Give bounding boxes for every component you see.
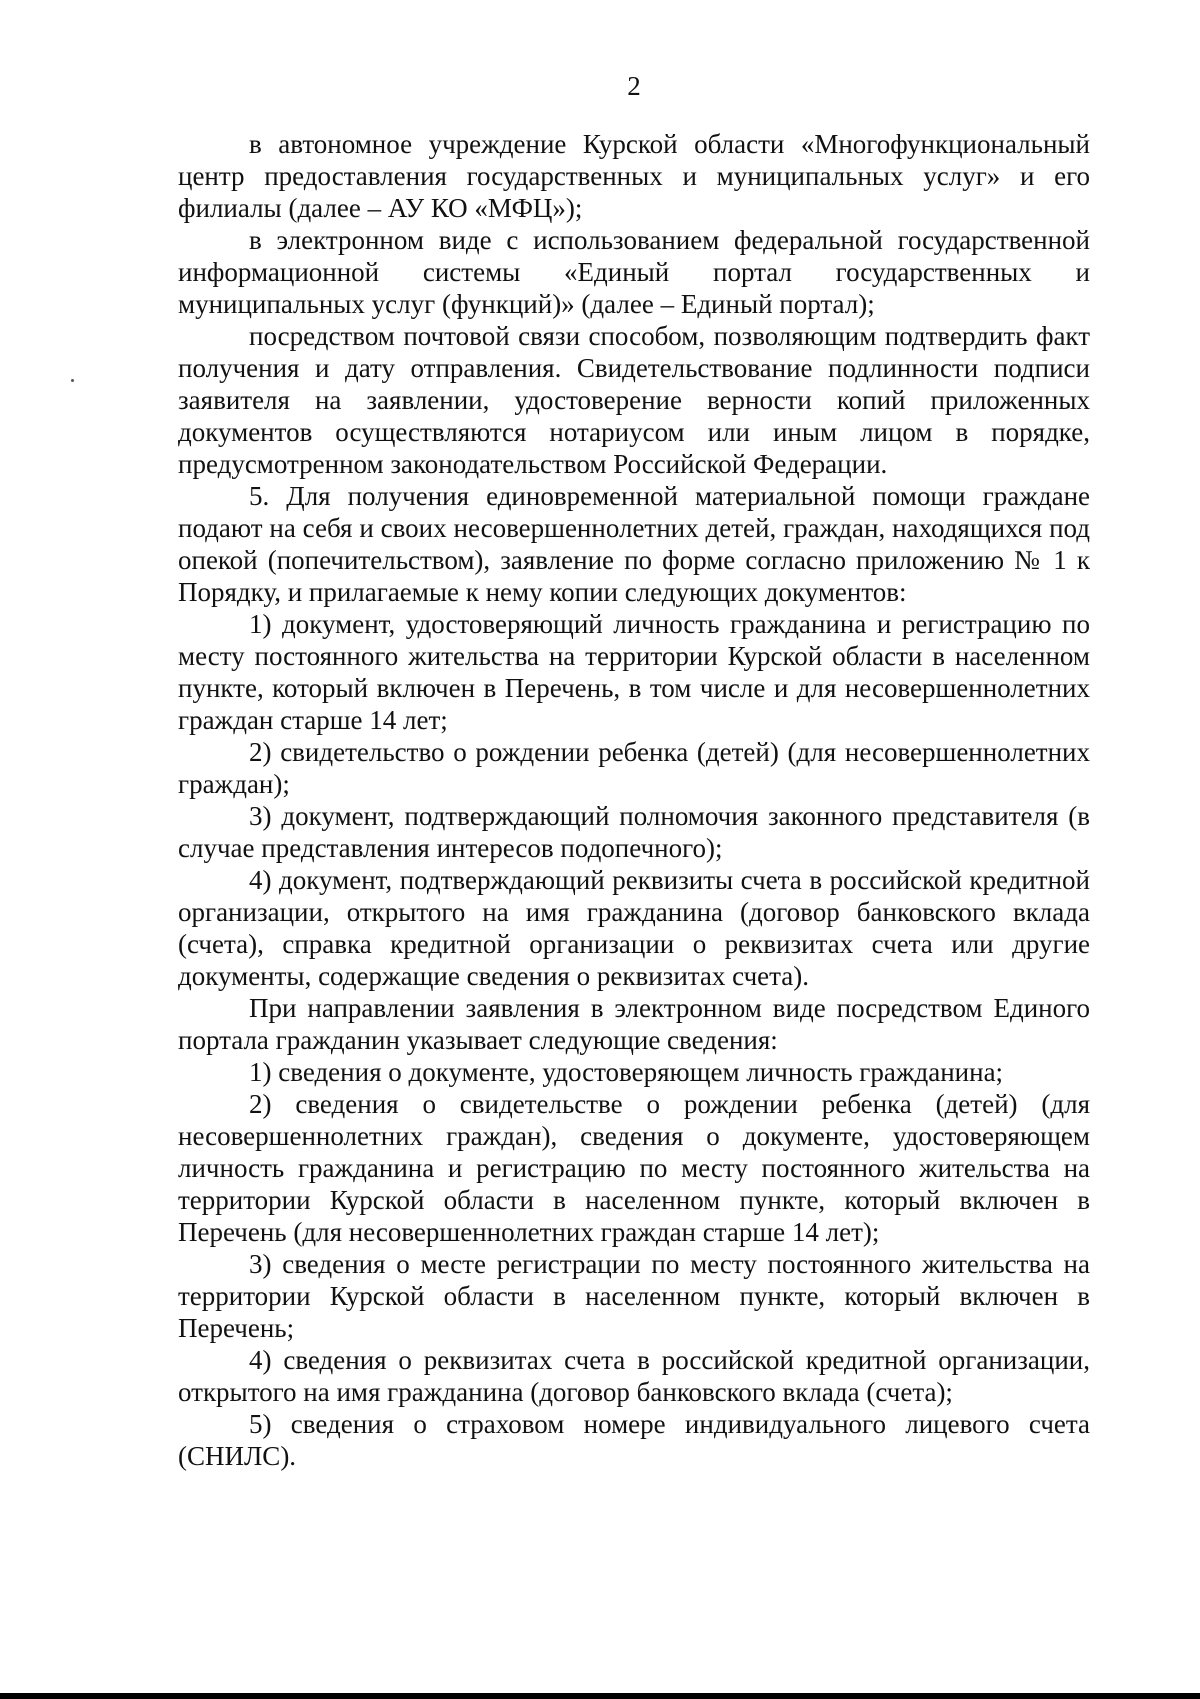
- list-item-identity-document: 1) документ, удостоверяющий личность гражданина и регистрацию по месту постоянного жительства на территории Курской области в населенном пункте, который включен в Перечень, в том числе и для несовершеннолетних граждан старше 14 лет;: [178, 609, 1090, 735]
- list-item-birth-certificate-info: 2) сведения о свидетельстве о рождении ребенка (детей) (для несовершеннолетних граждан), сведения о документе, удостоверяющем личность гражданина и регистрацию по месту постоянного жительства на территории Курской области в населенном пункте, который включен в Перечень (для несовершеннолетних граждан старше 14 лет);: [178, 1089, 1090, 1247]
- list-item-bank-account-details: 4) документ, подтверждающий реквизиты счета в российской кредитной организации, открытого на имя гражданина (договор банковского вклада (счета), справка кредитной организации о реквизитах счета или другие документы, содержащие сведения о реквизитах счета).: [178, 865, 1090, 991]
- page-number: 2: [627, 71, 641, 101]
- list-item-registration-info: 3) сведения о месте регистрации по месту постоянного жительства на территории Курской области в населенном пункте, который включен в Перечень;: [178, 1249, 1090, 1343]
- document-body: [178, 128, 1090, 1472]
- list-item-birth-certificate: 2) свидетельство о рождении ребенка (детей) (для несовершеннолетних граждан);: [178, 737, 1090, 799]
- scan-dot: [71, 379, 74, 382]
- list-item-snils-info: 5) сведения о страховом номере индивидуального лицевого счета (СНИЛС).: [178, 1409, 1090, 1471]
- paragraph-mfc-submission: в автономное учреждение Курской области «Многофункциональный центр предоставления государственных и муниципальных услуг» и его филиалы (далее – АУ КО «МФЦ»);: [178, 129, 1090, 223]
- paragraph-postal-submission: посредством почтовой связи способом, позволяющим подтвердить факт получения и дату отправления. Свидетельствование подлинности подписи заявителя на заявлении, удостоверение верности копий приложенных документов осуществляются нотариусом или иным лицом в порядке, предусмотренном законодательством Российской Федерации.: [178, 321, 1090, 479]
- list-item-bank-account-info: 4) сведения о реквизитах счета в российской кредитной организации, открытого на имя гражданина (договор банковского вклада (счета);: [178, 1345, 1090, 1407]
- paragraph-item-5: 5. Для получения единовременной материальной помощи граждане подают на себя и своих несовершеннолетних детей, граждан, находящихся под опекой (попечительством), заявление по форме согласно приложению № 1 к Порядку, и прилагаемые к нему копии следующих документов:: [178, 481, 1090, 607]
- list-item-representative-authority: 3) документ, подтверждающий полномочия законного представителя (в случае представления интересов подопечного);: [178, 801, 1090, 863]
- paragraph-portal-information: При направлении заявления в электронном виде посредством Единого портала гражданин указывает следующие сведения:: [178, 993, 1090, 1055]
- scan-bottom-edge: [0, 1693, 1200, 1699]
- paragraph-electronic-submission: в электронном виде с использованием федеральной государственной информационной системы «Единый портал государственных и муниципальных услуг (функций)» (далее – Единый портал);: [178, 225, 1090, 319]
- list-item-identity-info: 1) сведения о документе, удостоверяющем личность гражданина;: [249, 1057, 1004, 1087]
